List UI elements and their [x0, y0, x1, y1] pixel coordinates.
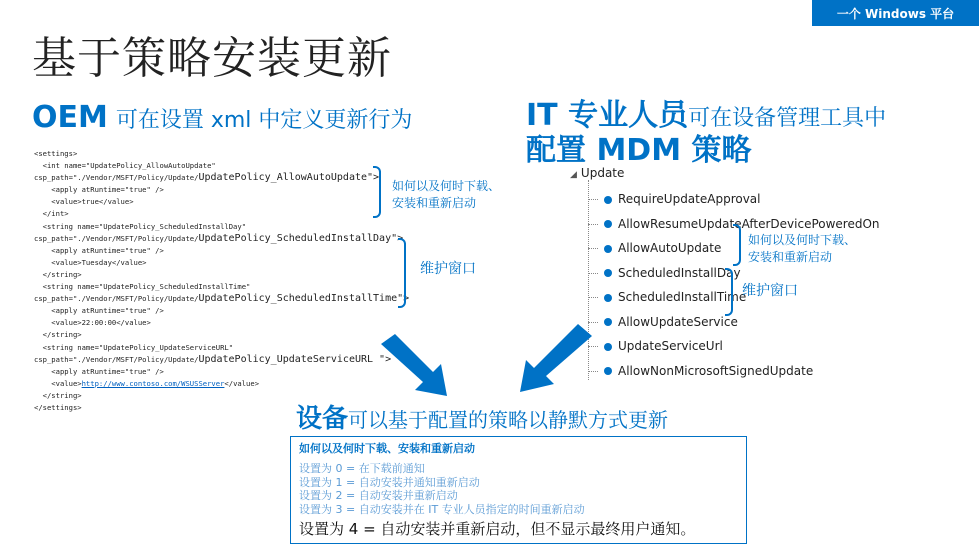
code-line-value-link [34, 378, 394, 390]
info-line-0: 设置为 0 = 在下载前通知 [299, 462, 425, 475]
collapse-icon[interactable]: ◢ [570, 170, 577, 180]
code-line: <string name="UpdatePolicy_ScheduledInstallTime" [34, 282, 251, 292]
it-heading-text: 可在设备管理工具中 [688, 106, 887, 131]
code-line-csp-path [34, 354, 394, 366]
device-heading [296, 398, 668, 435]
code-text: <value> [34, 378, 82, 388]
policy-node-icon [604, 343, 612, 351]
policy-node-icon [604, 318, 612, 326]
settings-xml-code [34, 148, 410, 414]
csp-prefix: csp_path="./Vendor/MSFT/Policy/Update/ [34, 354, 199, 364]
code-line: <value>22:00:00</value> [34, 318, 151, 328]
policy-node-icon [604, 367, 612, 375]
code-line: <int name="UpdatePolicy_AllowAutoUpdate" [34, 161, 216, 171]
tree-root-label: Update [580, 166, 625, 180]
code-line: <string name="UpdatePolicy_ScheduledInstallDay" [34, 221, 247, 231]
tree-item[interactable] [588, 315, 738, 329]
oem-heading [32, 100, 412, 135]
arrow-left-icon [375, 330, 455, 400]
tree-connector [588, 297, 598, 298]
info-line-1: 设置为 1 = 自动安装并通知重新启动 [299, 475, 480, 489]
info-line-2: 设置为 2 = 自动安装并重新启动 [299, 489, 458, 502]
tree-connector [588, 248, 598, 249]
code-line: <string name="UpdatePolicy_UpdateServiceURL" [34, 342, 234, 352]
csp-prefix: csp_path="./Vendor/MSFT/Policy/Update/ [34, 233, 199, 243]
code-line: </int> [34, 209, 69, 219]
tree-item-label: AllowResumeUpdateAfterDevicePoweredOn [618, 216, 880, 231]
csp-prefix: csp_path="./Vendor/MSFT/Policy/Update/ [34, 294, 199, 304]
code-line: <value>true</value> [34, 197, 134, 207]
tree-root-update[interactable] [570, 166, 624, 180]
code-line: </string> [34, 390, 82, 400]
callout-download-install-right [748, 232, 856, 266]
policy-node-icon [604, 245, 612, 253]
platform-badge: 一个 Windows 平台 [812, 0, 979, 26]
tree-connector [588, 224, 598, 225]
policy-node-icon [604, 196, 612, 204]
code-line-csp-path [34, 232, 404, 245]
tree-item-label: UpdateServiceUrl [618, 339, 723, 353]
callout-line-1: 如何以及何时下载、 [392, 179, 501, 193]
tree-item[interactable] [588, 364, 813, 378]
callout-download-install-left [392, 178, 500, 212]
tree-item-label: ScheduledInstallTime [618, 290, 747, 304]
code-line: </settings> [34, 402, 82, 412]
tree-connector [588, 273, 598, 274]
info-line-3: 设置为 3 = 自动安装并在 IT 专业人员指定的时间重新启动 [299, 502, 585, 516]
device-heading-lead: 设备 [296, 404, 349, 434]
brace-download-install-right [733, 224, 741, 266]
oem-heading-text: 可在设置 xml 中定义更新行为 [115, 108, 413, 133]
tree-item-label: AllowUpdateService [618, 314, 738, 329]
brace-maintenance-window [398, 238, 406, 308]
code-line: <apply atRuntime="true" /> [34, 245, 164, 255]
tree-item-label: AllowAutoUpdate [618, 241, 722, 255]
callout-maintenance-right: 维护窗口 [742, 283, 798, 299]
tree-item[interactable] [588, 339, 723, 353]
it-heading-line2: 配置 MDM 策略 [526, 133, 752, 168]
callout-line-2: 安装和重新启动 [392, 196, 477, 210]
code-text: </value> [224, 378, 260, 388]
callout-line-2: 安装和重新启动 [748, 250, 833, 264]
info-box-header: 如何以及何时下载、安装和重新启动 [299, 442, 475, 455]
tree-item[interactable] [588, 192, 761, 206]
csp-policy-name: UpdatePolicy_UpdateServiceURL "> [198, 353, 392, 365]
code-line: </string> [34, 330, 82, 340]
code-line-csp-path [34, 172, 394, 184]
code-line: <apply atRuntime="true" /> [34, 185, 164, 195]
csp-policy-name: UpdatePolicy_ScheduledInstallDay"> [198, 232, 404, 244]
arrow-right-icon [506, 320, 596, 400]
tree-item[interactable] [588, 266, 741, 280]
csp-prefix: csp_path="./Vendor/MSFT/Policy/Update/ [34, 173, 199, 183]
tree-connector [588, 199, 598, 200]
info-line-final: 设置为 4 = 自动安装并重新启动，但不显示最终用户通知。 [299, 520, 696, 538]
tree-item[interactable] [588, 241, 721, 255]
callout-line-1: 如何以及何时下载、 [748, 233, 857, 247]
csp-policy-name: UpdatePolicy_ScheduledInstallTime"> [198, 293, 410, 305]
policy-node-icon [604, 269, 612, 277]
tree-item[interactable] [588, 290, 746, 304]
csp-policy-name: UpdatePolicy_AllowAutoUpdate"> [198, 172, 380, 184]
tree-item-label: AllowNonMicrosoftSignedUpdate [618, 363, 814, 378]
tree-item-label: ScheduledInstallDay [618, 265, 741, 280]
auto-update-settings-box [290, 436, 747, 544]
brace-download-install [373, 166, 381, 218]
code-line: <apply atRuntime="true" /> [34, 366, 164, 376]
page-title: 基于策略安装更新 [32, 33, 392, 84]
code-line: <settings> [34, 149, 78, 158]
code-line: <value>Tuesday</value> [34, 257, 147, 267]
tree-item-label: RequireUpdateApproval [618, 192, 761, 206]
code-line-csp-path [34, 293, 410, 305]
code-line: </string> [34, 269, 82, 279]
oem-heading-lead: OEM [32, 100, 108, 135]
code-line: <apply atRuntime="true" /> [34, 306, 164, 316]
policy-node-icon [604, 294, 612, 302]
callout-maintenance-left: 维护窗口 [420, 261, 476, 277]
wsus-server-link[interactable]: http://www.contoso.com/WSUSServer [81, 378, 225, 388]
device-heading-text: 可以基于配置的策略以静默方式更新 [348, 408, 669, 432]
policy-node-icon [604, 220, 612, 228]
it-heading-lead: IT 专业人员 [526, 98, 689, 133]
it-heading [526, 100, 966, 170]
brace-maintenance-window-right [725, 268, 733, 316]
